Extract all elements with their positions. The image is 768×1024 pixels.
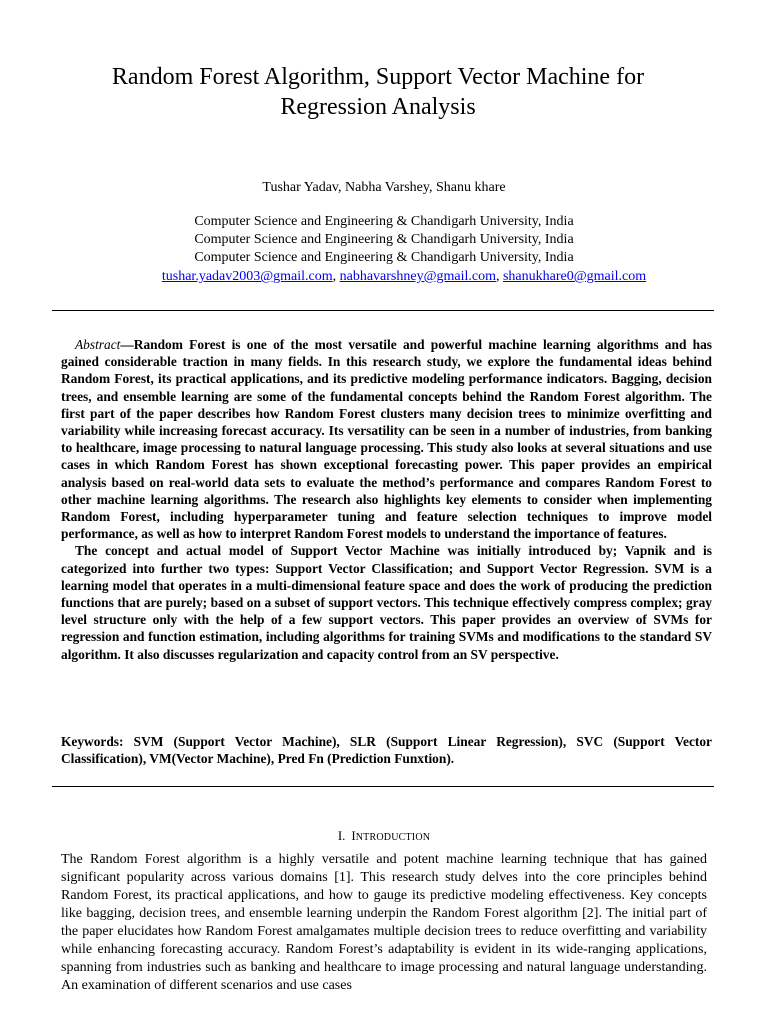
section-number: I. — [337, 828, 346, 843]
title-line-2: Regression Analysis — [280, 94, 476, 120]
email-list — [0, 268, 768, 286]
affiliation-1: Computer Science and Engineering & Chandigarh University, India — [194, 214, 574, 229]
author-list: Tushar Yadav, Nabha Varshey, Shanu khare — [262, 180, 506, 195]
abstract-paragraph-1 — [61, 336, 712, 542]
affiliation-2: Computer Science and Engineering & Chandigarh University, India — [194, 232, 574, 247]
email-link-2[interactable]: nabhavarshney@gmail.com — [339, 269, 496, 284]
title-line-1: Random Forest Algorithm, Support Vector Machine for — [111, 64, 645, 90]
paper-title — [60, 62, 696, 122]
email-separator-1: , — [332, 269, 340, 284]
abstract-label: Abstract — [75, 337, 121, 352]
abstract-text-1: Random Forest is one of the most versatile and powerful machine learning algorithms and has gained considerable traction in many fields. In this research study, we explore the fundamental ideas behind Random Forest, its practical applications, and its predictive modeling performance indicators. Bagging, decision trees, and ensemble learning are some of the fundamental concepts behind the Random Forest algorithm. The first part of the paper describes how Random Forest clusters many decision trees to minimize overfitting and variability while increasing forecast accuracy. Its versatility can be seen in a number of industries, from banking to healthcare, image processing to natural language processing. This study also looks at several situations and use cases in which Random Forest has shown exceptional forecasting power. This paper provides an empirical analysis based on real-world data sets to evaluate the method’s performance and compares Random Forest to other machine learning algorithms. The research also highlights key elements to consider when implementing Random Forest, including hyperparameter tuning and feature selection techniques to improve model performance, as well as how to interpret Random Forest models to understand the importance of features. — [61, 337, 712, 542]
header-divider — [52, 310, 714, 311]
email-link-1[interactable]: tushar.yadav2003@gmail.com — [161, 269, 333, 284]
section-title-initial: I — [351, 828, 356, 843]
abstract-paragraph-2: The concept and actual model of Support Vector Machine was initially introduced by; Vapnik and is categorized into further two types: Support Vector Classification; and Support Vector Regression. SVM is a learning model that operates in a multi-dimensional feature space and does the work of producing the prediction functions that are purely; based on a subset of support vectors. This technique effectively compress complex; gray level structure only with the help of a few support vectors. This paper provides an overview of SVMs for regression and function estimation, including algorithms for training SVMs and modifications to the standard SV algorithm. It also discusses regularization and capacity control from an SV perspective. — [61, 543, 712, 662]
affiliation-3: Computer Science and Engineering & Chandigarh University, India — [194, 250, 574, 265]
email-separator-2: , — [495, 269, 503, 284]
introduction-paragraph: The Random Forest algorithm is a highly versatile and potent machine learning technique that has gained significant popularity across various domains [1]. This research study delves into the core principles behind Random Forest, its practical applications, and how to gauge its predictive modeling effectiveness. Key concepts like bagging, decision trees, and ensemble learning underpin the Random Forest algorithm [2]. The initial part of the paper elucidates how Random Forest amalgamates multiple decision trees to reduce overfitting and variability while enhancing forecasting accuracy. Random Forest’s adaptability is evident in its wide-ranging applications, spanning from industries such as banking and healthcare to image processing and natural language understanding. An examination of different scenarios and use cases — [61, 852, 707, 993]
affiliation-list — [0, 213, 768, 267]
abstract-divider — [52, 786, 714, 787]
section-title-rest: NTRODUCTION — [355, 832, 431, 843]
section-heading-introduction — [0, 828, 768, 846]
keywords: Keywords: SVM (Support Vector Machine), SLR (Support Linear Regression), SVC (Support Vector Classification), VM(Vector Machine), Pred Fn (Prediction Funxtion). — [61, 734, 712, 767]
abstract-dash: — — [120, 337, 134, 352]
abstract-section — [61, 336, 712, 663]
email-link-3[interactable]: shanukhare0@gmail.com — [502, 269, 647, 284]
